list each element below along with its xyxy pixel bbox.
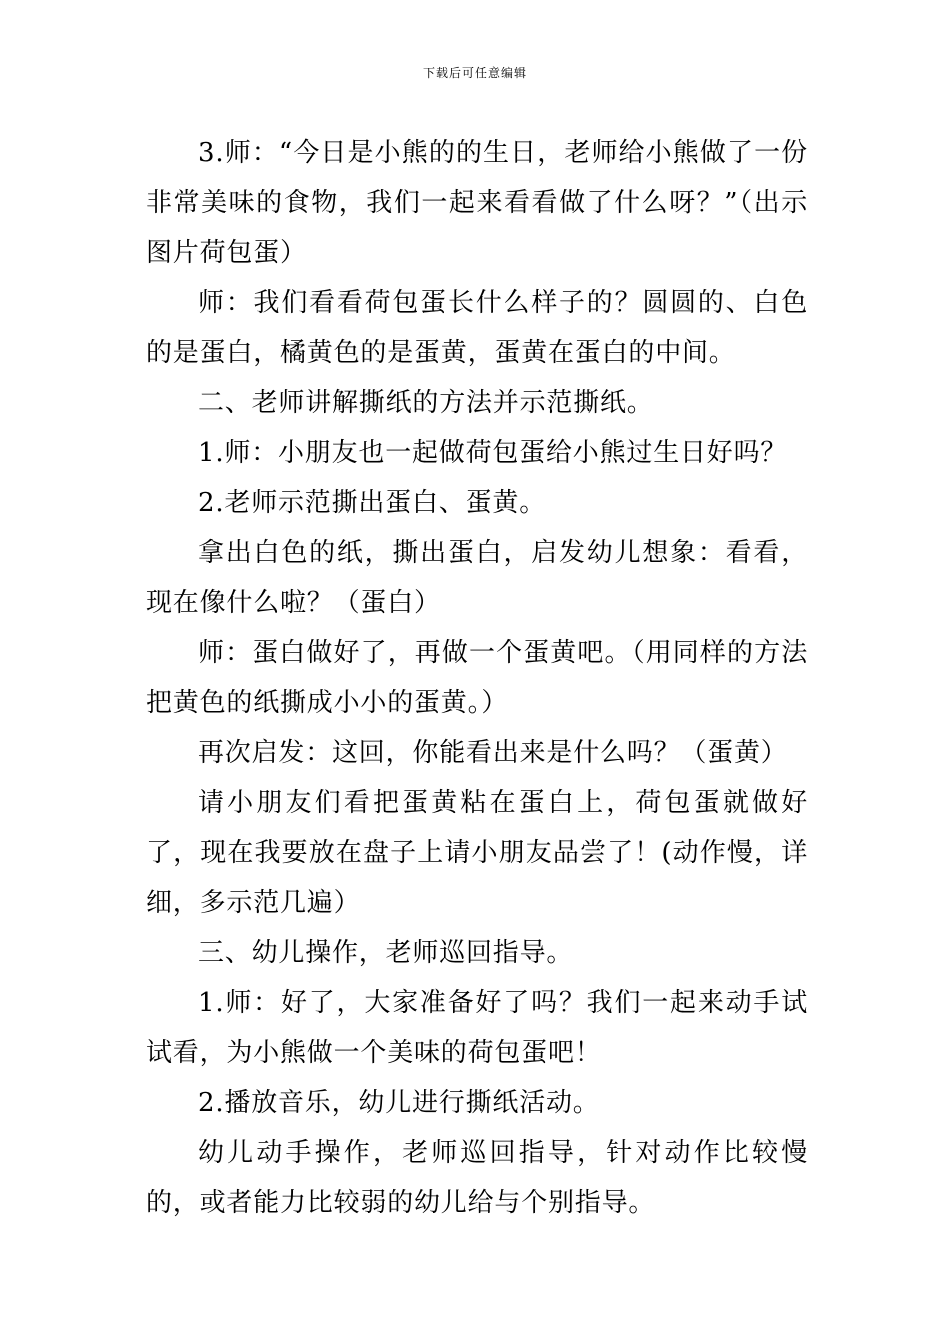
paragraph: 师：蛋白做好了，再做一个蛋黄吧。（用同样的方法把黄色的纸撕成小小的蛋黄。） [146, 638, 808, 718]
paragraph: 再次启发：这回，你能看出来是什么吗？（蛋黄） [198, 738, 788, 768]
paragraph: 拿出白色的纸，撕出蛋白，启发幼儿想象：看看，现在像什么啦？（蛋白） [146, 538, 808, 618]
paragraph: 3.师：“今日是小熊的的生日，老师给小熊做了一份非常美味的食物，我们一起来看看做了什么呀？”（出示图片荷包蛋） [146, 138, 808, 268]
paragraph: 1.师：好了，大家准备好了吗？我们一起来动手试试看，为小熊做一个美味的荷包蛋吧！ [146, 988, 808, 1068]
paragraph: 师：我们看看荷包蛋长什么样子的？圆圆的、白色的是蛋白，橘黄色的是蛋黄，蛋黄在蛋白的中间。 [146, 288, 808, 368]
paragraph: 三、幼儿操作，老师巡回指导。 [198, 938, 574, 968]
document-body [146, 128, 808, 1228]
paragraph: 二、老师讲解撕纸的方法并示范撕纸。 [198, 388, 654, 418]
paragraph: 2.老师示范撕出蛋白、蛋黄。 [198, 488, 547, 518]
paragraph: 请小朋友们看把蛋黄粘在蛋白上，荷包蛋就做好了，现在我要放在盘子上请小朋友品尝了！(动作慢，详细，多示范几遍） [146, 788, 808, 918]
paragraph: 2.播放音乐，幼儿进行撕纸活动。 [198, 1088, 600, 1118]
paragraph: 幼儿动手操作，老师巡回指导，针对动作比较慢的，或者能力比较弱的幼儿给与个别指导。 [146, 1138, 808, 1218]
paragraph: 1.师：小朋友也一起做荷包蛋给小熊过生日好吗？ [198, 438, 788, 468]
header-note: 下载后可任意编辑 [422, 66, 527, 80]
